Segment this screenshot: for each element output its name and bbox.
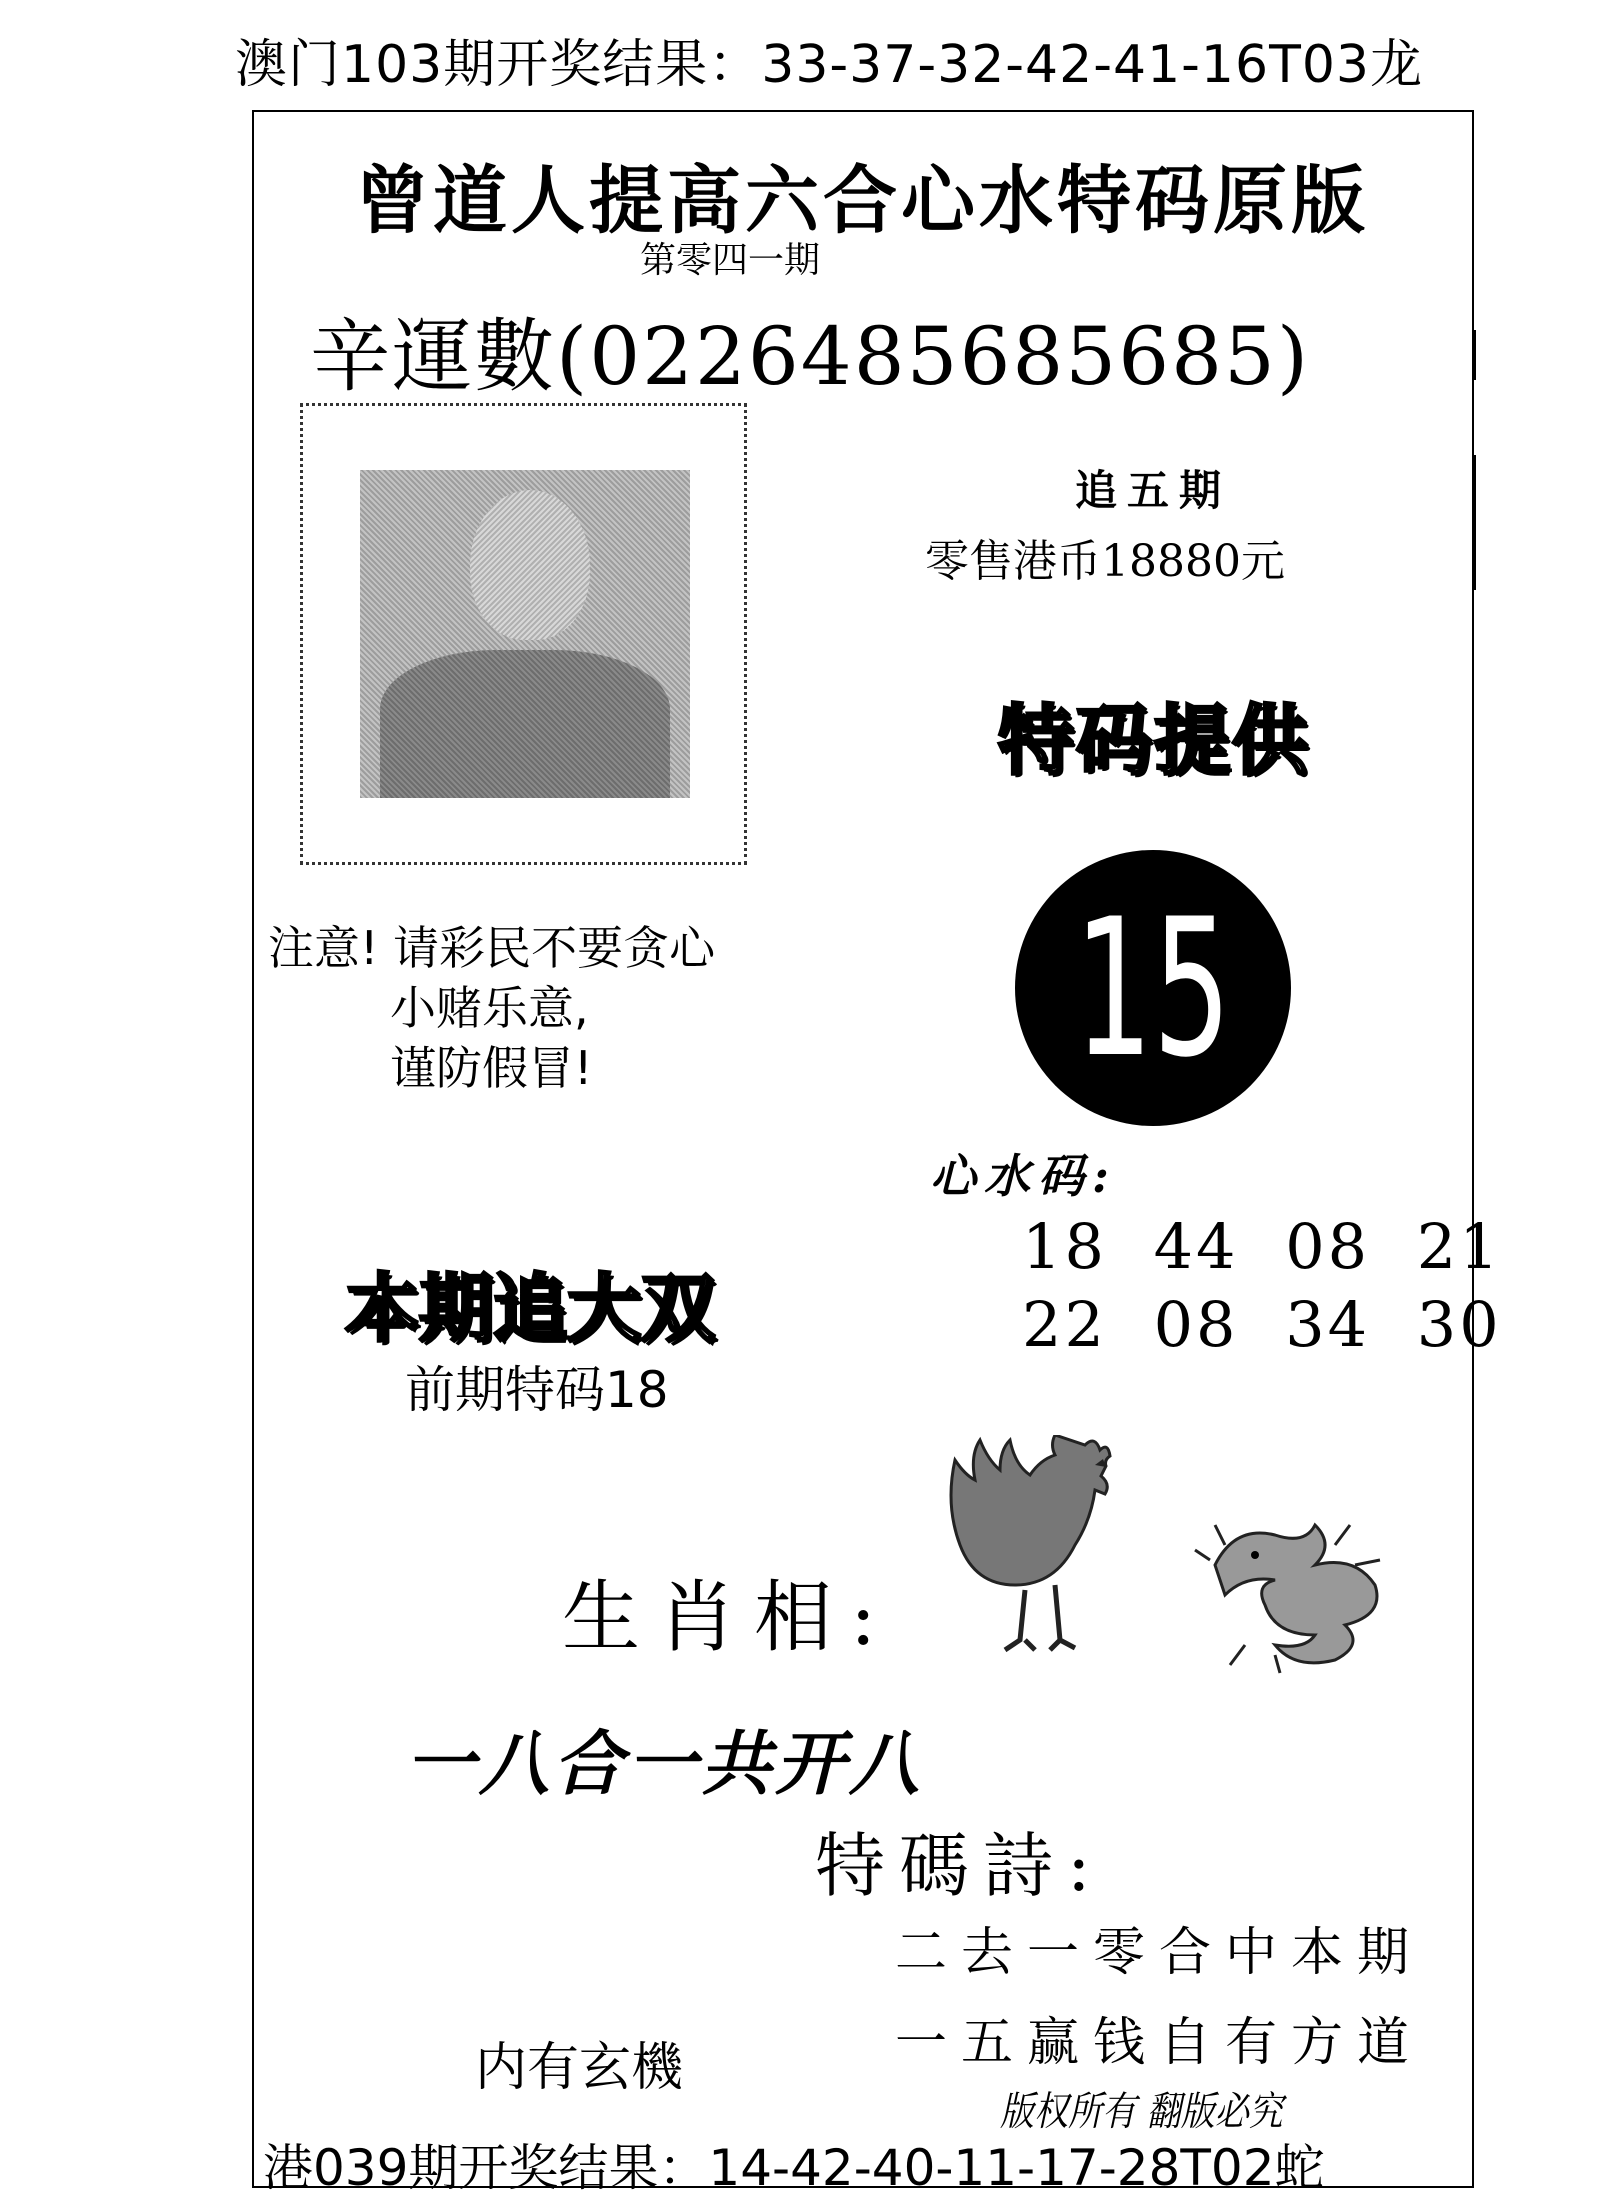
- poem-title: 特碼詩:: [815, 1825, 1105, 1907]
- portrait-body: [380, 650, 670, 798]
- dragon-icon: [1185, 1505, 1395, 1675]
- frame-tick: [1474, 330, 1476, 380]
- special-number: 15: [1074, 877, 1232, 1099]
- heart-numbers-row: 18 44 08 21: [1022, 1210, 1502, 1283]
- chase-periods: 追五期: [1075, 466, 1232, 515]
- zodiac-label: 生肖相:: [562, 1573, 895, 1663]
- frame-tick: [1474, 455, 1476, 590]
- heart-numbers-label: 心水码:: [930, 1149, 1117, 1203]
- poem-line: 一五赢钱自有方道: [895, 2013, 1424, 2073]
- notice-line: 谨防假冒!: [390, 1041, 593, 1095]
- rooster-icon: [935, 1435, 1135, 1665]
- top-draw-result: 澳门103期开奖结果：33-37-32-42-41-16T03龙: [235, 35, 1424, 95]
- notice-line: 注意! 请彩民不要贪心: [268, 921, 716, 975]
- special-number-heading: 特码提供: [998, 696, 1310, 785]
- lucky-number: 辛運數(0226485685685): [310, 310, 1311, 403]
- copyright-text: 版权所有 翻版必究: [1000, 2089, 1283, 2135]
- page-title: 曾道人提高六合心水特码原版: [355, 158, 1369, 244]
- bottom-draw-result: 港039期开奖结果：14-42-40-11-17-28T02蛇: [263, 2139, 1325, 2197]
- poem-line: 二去一零合中本期: [895, 1923, 1424, 1983]
- heart-numbers-row: 22 08 34 30: [1022, 1288, 1502, 1361]
- notice-block: [268, 918, 715, 1098]
- mystery-text: 内有玄機: [475, 2038, 684, 2098]
- retail-price: 零售港币18880元: [925, 536, 1285, 587]
- notice-line: 小赌乐意,: [390, 981, 589, 1035]
- special-number-circle: [1015, 850, 1291, 1126]
- portrait-head: [470, 490, 590, 640]
- issue-number: 第零四一期: [640, 240, 821, 281]
- hexagram-line: 一八合一共开八: [405, 1723, 923, 1805]
- previous-special: 前期特码18: [405, 1361, 669, 1419]
- big-double-heading: 本期追大双: [345, 1266, 715, 1352]
